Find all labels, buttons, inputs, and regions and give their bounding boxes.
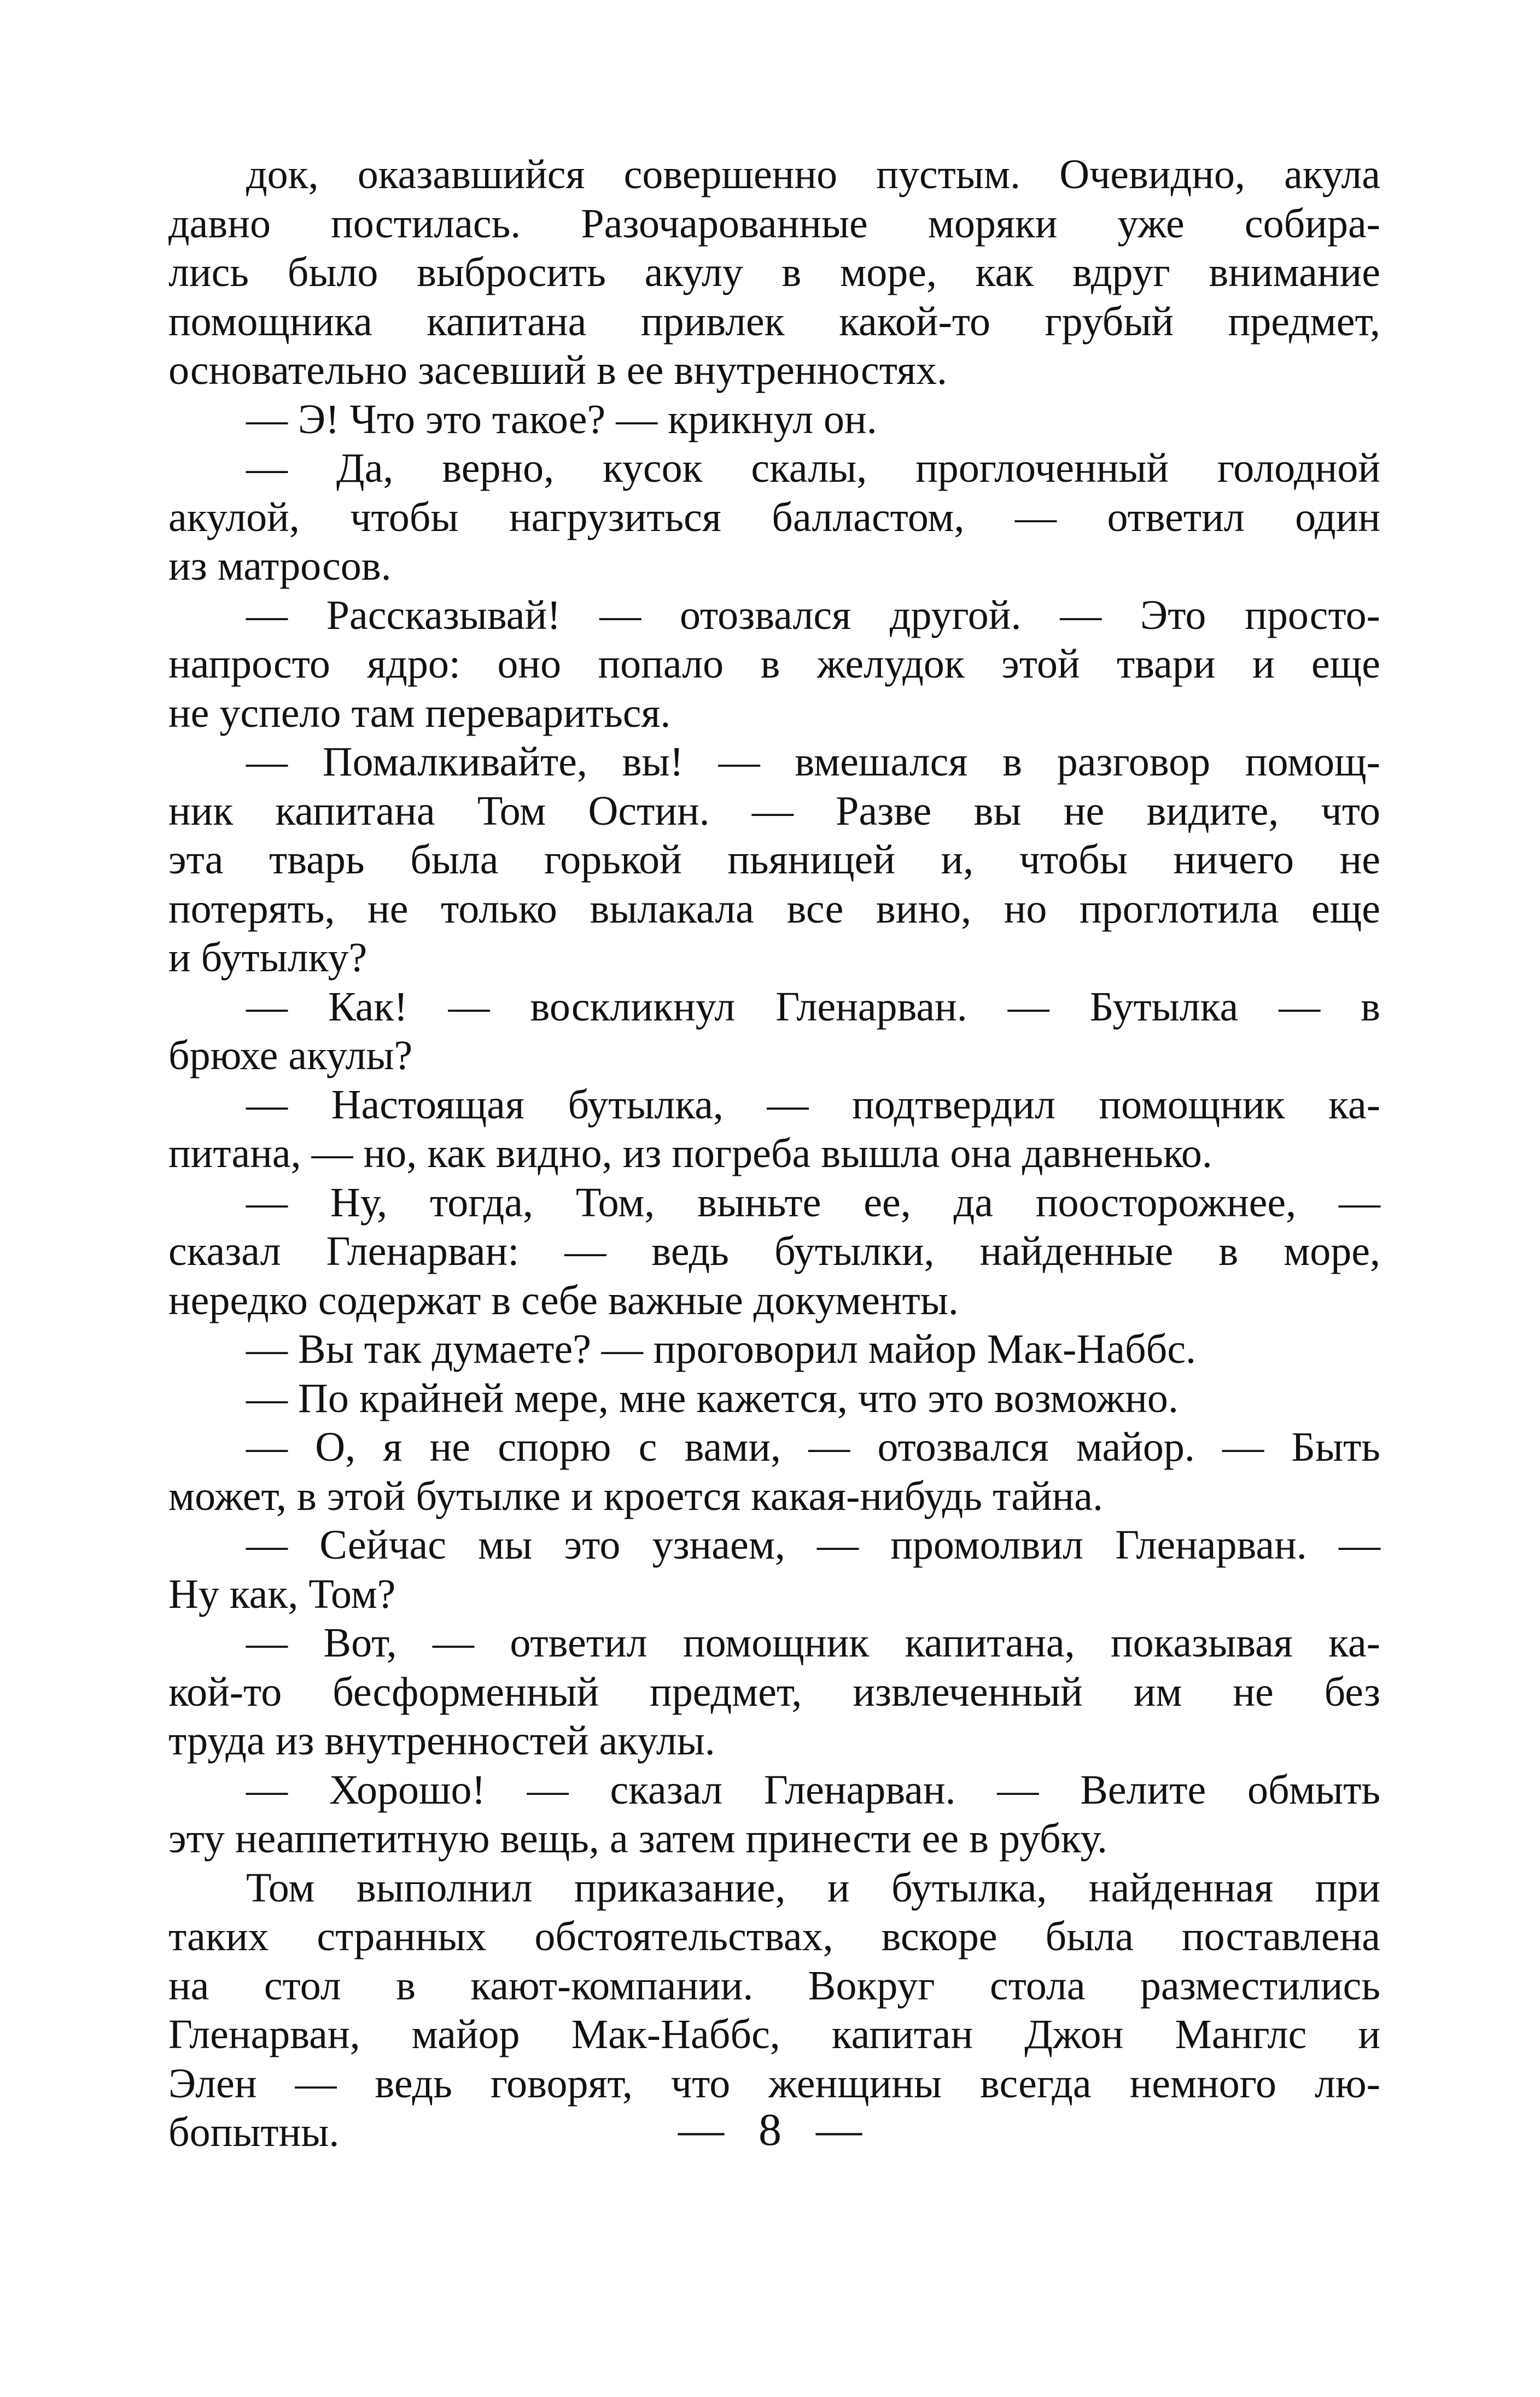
paragraph	[168, 1374, 1380, 1424]
text-line: — Настоящая бутылка, — подтвердил помощник ка-	[246, 1081, 1380, 1128]
paragraph	[168, 1179, 1380, 1326]
paragraph	[168, 1619, 1380, 1766]
text-line: не успело там перевариться.	[168, 690, 671, 736]
text-line: — Да, верно, кусок скалы, проглоченный голодной	[246, 445, 1380, 491]
text-line: кой-то бесформенный предмет, извлеченный им не без	[168, 1669, 1380, 1715]
text-line: на стол в кают-компании. Вокруг стола разместились	[168, 1962, 1380, 2009]
paragraph	[168, 1521, 1380, 1619]
page-number: — 8 —	[678, 2104, 862, 2155]
text-line: эта тварь была горькой пьяницей и, чтобы ничего не	[168, 837, 1380, 883]
text-line: — Помалкивайте, вы! — вмешался в разговор помощ-	[246, 739, 1380, 785]
text-line: Элен — ведь говорят, что женщины всегда немного лю-	[168, 2060, 1380, 2107]
text-line: — Э! Что это такое? — крикнул он.	[246, 396, 877, 442]
text-line: — О, я не спорю с вами, — отозвался майор. — Быть	[246, 1424, 1380, 1470]
text-line: давно постилась. Разочарованные моряки уже собира-	[168, 200, 1380, 247]
text-line: ник капитана Том Остин. — Разве вы не видите, что	[168, 788, 1380, 834]
text-line: Ну как, Том?	[168, 1571, 396, 1617]
paragraph	[168, 591, 1380, 738]
text-line: сказал Гленарван: — ведь бутылки, найденные в море,	[168, 1228, 1380, 1274]
paragraph	[168, 1081, 1380, 1179]
paragraph	[168, 395, 1380, 445]
text-line: таких странных обстоятельствах, вскоре была поставлена	[168, 1914, 1380, 1959]
text-line: — Вот, — ответил помощник капитана, показывая ка-	[246, 1620, 1380, 1666]
text-line: — Хорошо! — сказал Гленарван. — Велите обмыть	[246, 1766, 1380, 1813]
text-line: труда из внутренностей акулы.	[168, 1718, 715, 1764]
paragraph	[168, 983, 1380, 1081]
text-line: — Рассказывай! — отозвался другой. — Это просто-	[246, 592, 1380, 638]
text-line: док, оказавшийся совершенно пустым. Очевидно, акула	[246, 151, 1380, 197]
text-line: брюхе акулы?	[168, 1033, 413, 1078]
text-line: помощника капитана привлек какой-то грубый предмет,	[168, 298, 1380, 345]
text-line: нередко содержат в себе важные документы.	[168, 1277, 959, 1323]
text-line: эту неаппетитную вещь, а затем принести ее в рубку.	[168, 1816, 1107, 1862]
paragraph	[168, 738, 1380, 983]
text-line: из матросов.	[168, 543, 392, 589]
text-line: акулой, чтобы нагрузиться балластом, — ответил один	[168, 494, 1380, 540]
text-line: основательно засевший в ее внутренностях.	[168, 347, 947, 393]
text-line: — Ну, тогда, Том, выньте ее, да поосторожнее, —	[246, 1179, 1380, 1226]
text-line: и бутылку?	[168, 935, 368, 981]
paragraph	[168, 1325, 1380, 1374]
text-line: питана, — но, как видно, из погреба вышла она давненько.	[168, 1130, 1212, 1176]
text-line: может, в этой бутылке и кроется какая-нибудь тайна.	[168, 1473, 1104, 1519]
page-text	[168, 150, 1380, 2157]
text-line: — Вы так думаете? — проговорил майор Мак-Наббс.	[246, 1326, 1197, 1372]
text-line: бопытны.	[168, 2109, 340, 2155]
paragraph	[168, 1423, 1380, 1521]
paragraph	[168, 150, 1380, 395]
text-line: лись было выбросить акулу в море, как вдруг внимание	[168, 249, 1380, 295]
text-line: напросто ядро: оно попало в желудок этой твари и еще	[168, 641, 1380, 687]
text-line: — Как! — воскликнул Гленарван. — Бутылка — в	[246, 983, 1380, 1030]
paragraph	[168, 444, 1380, 591]
text-line: — Сейчас мы это узнаем, — промолвил Гленарван. —	[246, 1522, 1380, 1568]
text-line: — По крайней мере, мне кажется, что это возможно.	[246, 1375, 1179, 1421]
text-line: Гленарван, майор Мак-Наббс, капитан Джон Манглс и	[168, 2011, 1380, 2057]
paragraph	[168, 1766, 1380, 1864]
text-line: Том выполнил приказание, и бутылка, найденная при	[246, 1864, 1380, 1911]
text-line: потерять, не только вылакала все вино, но проглотила еще	[168, 885, 1380, 932]
